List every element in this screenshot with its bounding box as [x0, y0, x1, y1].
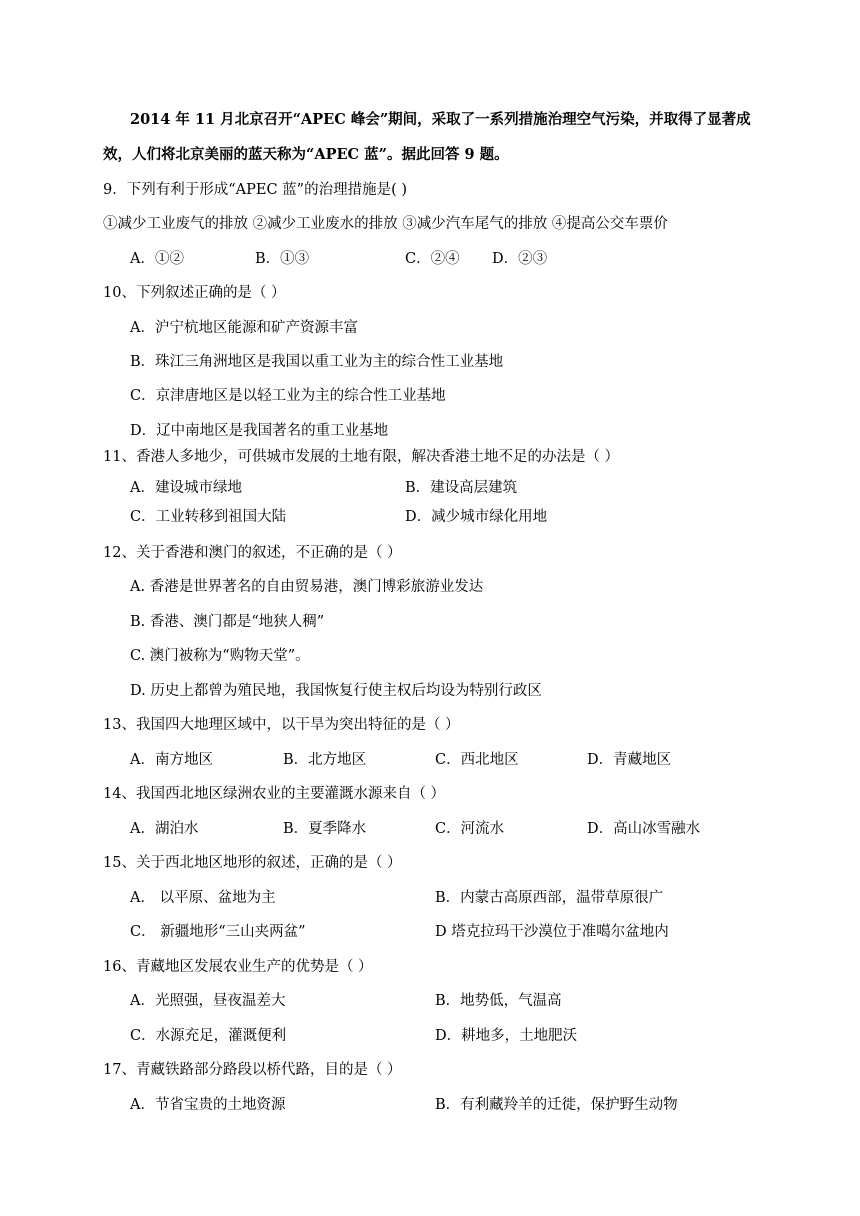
- question-9-stem: 9．下列有利于形成“APEC 蓝”的治理措施是( ): [103, 182, 407, 198]
- question-16-option-a: A．光照强，昼夜温差大: [130, 993, 286, 1009]
- question-11-option-c: C．工业转移到祖国大陆: [130, 509, 287, 525]
- question-12-option-d: D. 历史上都曾为殖民地，我国恢复行使主权后均设为特别行政区: [130, 683, 542, 699]
- question-16-option-b: B．地势低，气温高: [435, 993, 562, 1009]
- question-15-option-d: D 塔克拉玛干沙漠位于准噶尔盆地内: [435, 924, 669, 940]
- question-9-option-c: C．②④: [405, 251, 460, 267]
- question-14-option-c: C．河流水: [435, 821, 505, 837]
- question-14-option-a: A．湖泊水: [130, 821, 199, 837]
- question-13-option-a: A．南方地区: [130, 752, 213, 768]
- question-9-option-b: B．①③: [255, 251, 310, 267]
- question-17-option-a: A．节省宝贵的土地资源: [130, 1097, 286, 1113]
- question-16-option-d: D．耕地多，土地肥沃: [435, 1028, 578, 1044]
- question-15-stem: 15、关于西北地区地形的叙述，正确的是（ ）: [103, 855, 402, 871]
- question-12-option-b: B. 香港、澳门都是“地狭人稠”: [130, 614, 325, 630]
- question-10-option-d: D．辽中南地区是我国著名的重工业基地: [130, 423, 389, 439]
- question-12-option-c: C. 澳门被称为“购物天堂”。: [130, 648, 310, 664]
- question-15-option-c: C． 新疆地形“三山夹两盆”: [130, 924, 306, 940]
- question-15-option-a: A． 以平原、盆地为主: [130, 890, 276, 906]
- question-16-stem: 16、青藏地区发展农业生产的优势是（ ）: [103, 959, 373, 975]
- question-14-stem: 14、我国西北地区绿洲农业的主要灌溉水源来自（ ）: [103, 786, 446, 802]
- question-9-statements: ①减少工业废气的排放 ②减少工业废水的排放 ③减少汽车尾气的排放 ④提高公交车票价: [103, 216, 668, 232]
- question-10-option-b: B．珠江三角洲地区是我国以重工业为主的综合性工业基地: [130, 354, 504, 370]
- question-10-option-a: A．沪宁杭地区能源和矿产资源丰富: [130, 320, 358, 336]
- question-10-stem: 10、下列叙述正确的是（ ）: [103, 285, 286, 301]
- question-13-stem: 13、我国四大地理区域中，以干旱为突出特征的是（ ）: [103, 717, 460, 733]
- question-13-option-d: D．青藏地区: [587, 752, 672, 768]
- question-14-option-b: B．夏季降水: [283, 821, 367, 837]
- question-9-option-a: A．①②: [130, 251, 184, 267]
- question-12-option-a: A. 香港是世界著名的自由贸易港，澳门博彩旅游业发达: [130, 579, 484, 595]
- intro-line-2: 效，人们将北京美丽的蓝天称为“APEC 蓝”。据此回答 9 题。: [103, 146, 509, 163]
- question-16-option-c: C．水源充足，灌溉便利: [130, 1028, 287, 1044]
- question-11-option-a: A．建设城市绿地: [130, 480, 242, 496]
- question-13-option-c: C．西北地区: [435, 752, 519, 768]
- question-10-option-c: C．京津唐地区是以轻工业为主的综合性工业基地: [130, 388, 446, 404]
- question-9-option-d: D．②③: [492, 251, 548, 267]
- question-17-option-b: B．有利藏羚羊的迁徙，保护野生动物: [435, 1097, 678, 1113]
- question-17-stem: 17、青藏铁路部分路段以桥代路，目的是（ ）: [103, 1062, 402, 1078]
- question-11-stem: 11、香港人多地少，可供城市发展的土地有限，解决香港土地不足的办法是（ ）: [103, 449, 620, 465]
- question-11-option-b: B．建设高层建筑: [405, 480, 518, 496]
- question-11-option-d: D．减少城市绿化用地: [405, 509, 548, 525]
- question-15-option-b: B．内蒙古高原西部，温带草原很广: [435, 890, 664, 906]
- intro-line-1: 2014 年 11 月北京召开“APEC 峰会”期间，采取了一系列措施治理空气污染，并取得了显著成: [130, 111, 751, 128]
- question-13-option-b: B．北方地区: [283, 752, 367, 768]
- question-12-stem: 12、关于香港和澳门的叙述，不正确的是（ ）: [103, 545, 402, 561]
- question-14-option-d: D．高山冰雪融水: [587, 821, 701, 837]
